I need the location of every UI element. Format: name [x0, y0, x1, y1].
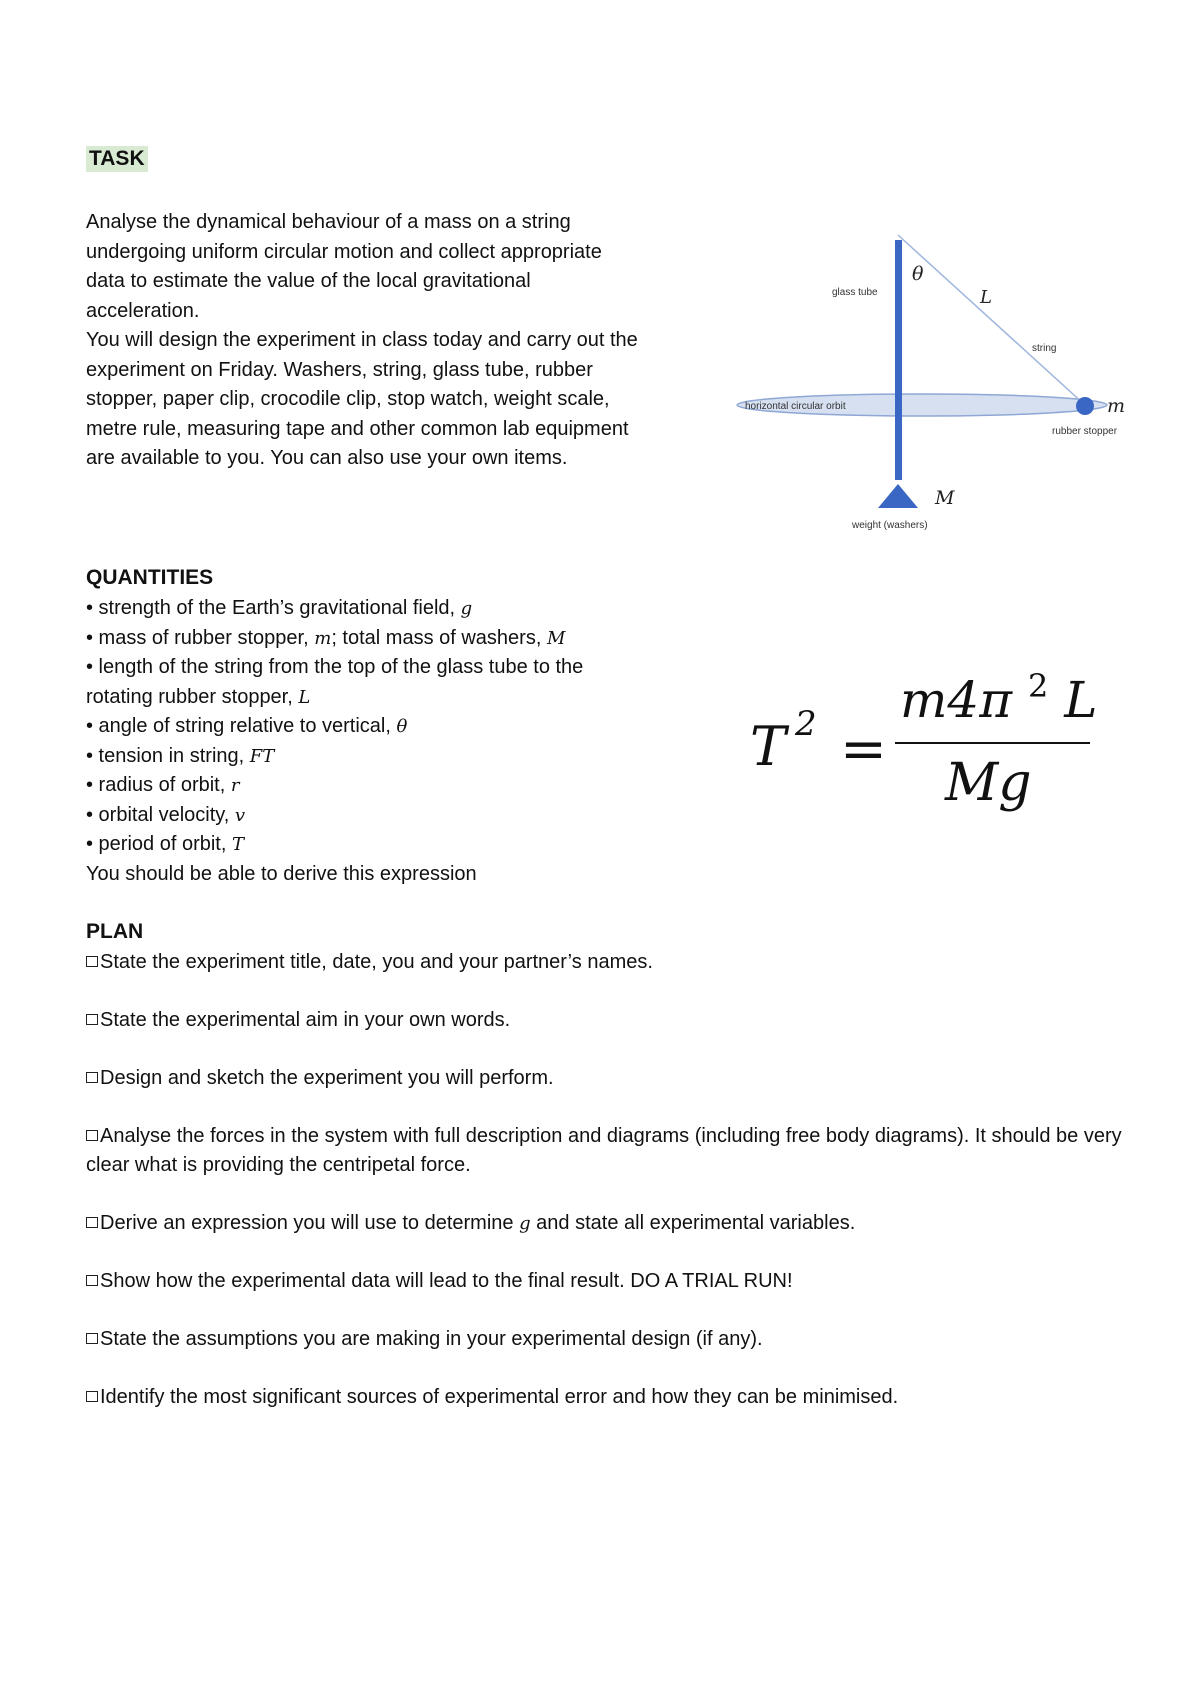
quantity-item: • length of the string from the top of the glass tube to the	[86, 656, 584, 678]
mass-M-label: M	[935, 487, 955, 509]
checkbox-icon	[86, 1217, 98, 1228]
plan-item: Design and sketch the experiment you will perform.	[86, 1064, 1126, 1093]
plan-item: Derive an expression you will use to determine g and state all experimental variables.	[86, 1209, 1126, 1238]
plan-item: Analyse the forces in the system with full description and diagrams (including free body diagrams). It should be very clear what is providing the centripetal force.	[86, 1125, 1122, 1176]
plan-item: State the experiment title, date, you and your partner’s names.	[86, 948, 1126, 977]
plan-item: Identify the most significant sources of experimental error and how they can be minimised.	[86, 1383, 1126, 1412]
plan-checklist	[86, 948, 1126, 1441]
plan-item: State the assumptions you are making in your experimental design (if any).	[86, 1325, 1126, 1354]
formula-equals: =	[840, 717, 887, 782]
task-description	[86, 208, 646, 474]
mass-m-label: m	[1107, 395, 1126, 417]
formula-lhs-base: T	[750, 715, 787, 778]
checkbox-icon	[86, 1014, 98, 1025]
glass-tube	[895, 240, 902, 480]
string-line	[898, 235, 1085, 405]
plan-item: State the experimental aim in your own words.	[86, 1006, 1126, 1035]
derive-note: You should be able to derive this expression	[86, 862, 477, 885]
glass-tube-label: glass tube	[832, 287, 878, 298]
quantity-item: • orbital velocity, v	[86, 803, 246, 826]
task-heading: TASK	[86, 146, 148, 172]
quantity-item: • strength of the Earth’s gravitational field, g	[86, 597, 473, 619]
weight-label: weight (washers)	[852, 520, 928, 531]
plan-heading: PLAN	[86, 920, 144, 943]
plan-item: Show how the experimental data will lead to the final result. DO A TRIAL RUN!	[86, 1267, 1126, 1296]
checkbox-icon	[86, 1391, 98, 1402]
formula-denominator: Mg	[945, 753, 1032, 813]
quantity-item: • radius of orbit, r	[86, 774, 240, 796]
formula-numerator: m4π $^2$ L	[900, 667, 1098, 729]
checkbox-icon	[86, 1072, 98, 1083]
checkbox-icon	[86, 956, 98, 967]
quantity-item: • tension in string, FT	[86, 744, 275, 767]
task-paragraph-2: You will design the experiment in class today and carry out the experiment on Friday. Washers, string, glass tube, rubber stopper, paper clip, crocodile clip, stop watch, weight scale, metre rule, measuring tape and other common lab equipment are available to you. You can also use your own items.	[86, 329, 638, 469]
task-paragraph-1: Analyse the dynamical behaviour of a mass on a string undergoing uniform circular motion and collect appropriate data to estimate the value of the local gravitational acceleration.	[86, 211, 602, 322]
theta-label: θ	[912, 263, 924, 285]
period-formula	[745, 655, 1105, 825]
apparatus-diagram	[700, 220, 1140, 540]
quantity-item: rotating rubber stopper, L	[86, 685, 311, 708]
quantity-item: • period of orbit, T	[86, 833, 244, 855]
string-label: string	[1032, 343, 1057, 354]
quantities-heading: QUANTITIES	[86, 566, 214, 589]
weight-triangle	[878, 484, 918, 508]
orbit-label: horizontal circular orbit	[745, 401, 846, 412]
quantity-item: • mass of rubber stopper, m; total mass of washers, M	[86, 626, 566, 649]
quantities-list	[86, 594, 686, 889]
checkbox-icon	[86, 1275, 98, 1286]
formula-lhs-exponent: 2	[795, 704, 817, 744]
checkbox-icon	[86, 1130, 98, 1141]
checkbox-icon	[86, 1333, 98, 1344]
length-label: L	[980, 287, 992, 308]
quantity-item: • angle of string relative to vertical, θ	[86, 715, 408, 737]
rubber-stopper-mass	[1076, 397, 1094, 415]
rubber-stopper-label: rubber stopper	[1052, 426, 1118, 437]
